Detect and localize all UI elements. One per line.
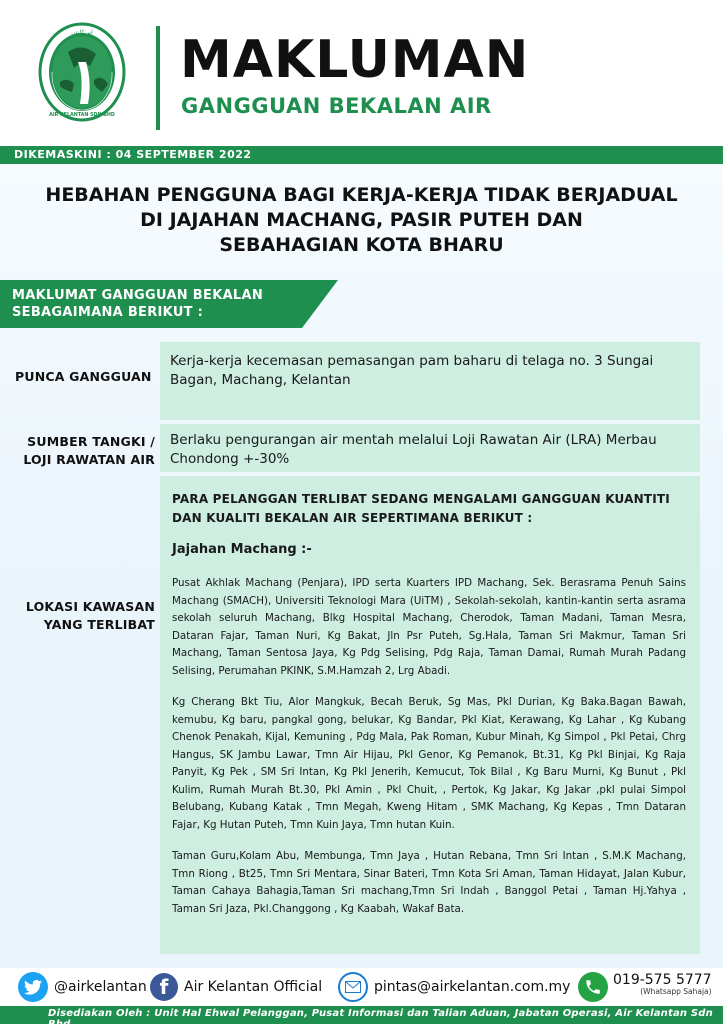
area-paragraph-3: Taman Guru,Kolam Abu, Membunga, Tmn Jaya , Hutan Rebana, Tmn Sri Intan , S.M.K Machang, Tmn Riong , Bt25, Tmn Sri Mentara, Sinar Bateri, Tmn Kota Sri Aman, Taman Hidayat, Jalan Kubur, Taman Cahaya Bahagia,Taman Sri machang,Tmn Sri Indah , Banggol Petai , Taman Hj.Yahya , Taman Sri Jaza, Pkl.Changgong , Kg Kaabah, Wakaf Bata. [172,850,686,915]
credit-text: Disediakan Oleh : Unit Hal Ehwal Pelanggan, Pusat Informasi dan Talian Aduan, Jabatan Operasi, Air Kelantan Sdn Bhd [48,1008,713,1030]
lokasi-box [160,476,700,954]
sumber-label-line: LOJI RAWATAN AIR [23,452,155,467]
header-divider [156,26,160,130]
facebook-page: Air Kelantan Official [184,979,323,995]
punca-text: Kerja-kerja kecemasan pemasangan pam baharu di telaga no. 3 Sungai Bagan, Machang, Kelantan [170,353,654,388]
headline-line: HEBAHAN PENGGUNA BAGI KERJA-KERJA TIDAK BERJADUAL [45,184,678,206]
header [0,0,723,145]
facebook-contact[interactable] [150,968,322,1006]
banner-line: MAKLUMAT GANGGUAN BEKALAN [12,288,264,303]
punca-box [160,342,700,420]
area-title: Jajahan Machang :- [172,542,312,557]
section-banner [0,280,340,328]
area-paragraph-1: Pusat Akhlak Machang (Penjara), IPD serta Kuarters IPD Machang, Sek. Berasrama Penuh Sains Machang (SMACH), Universiti Teknologi Mara (UiTM) , Sekolah-sekolah, kantin-kantin serta asrama sekolah seluruh Machang, Blkg Hospital Machang, Cherodok, Taman Madani, Taman Mesra, Dataran Fajar, Taman Nuri, Kg Bakat, Jln Psr Puteh, Sg.Hala, Taman Sri Makmur, Taman Sri Machang, Taman Sentosa Jaya, Kg Pdg Selising, Pdg Raja, Taman Damai, Rumah Murah Padang Selising, Perumahan PKINK, S.M.Hamzah 2, Lrg Abadi. [172,577,686,677]
sumber-label [22,433,155,469]
banner-line: SEBAGAIMANA BERIKUT : [12,305,204,320]
email-icon [338,972,368,1002]
lokasi-intro-line: PARA PELANGGAN TERLIBAT SEDANG MENGALAMI GANGGUAN KUANTITI [172,492,670,506]
facebook-icon: f [150,973,178,1001]
phone-number: 019-575 5777 [613,972,712,988]
area-paragraph-2: Kg Cherang Bkt Tiu, Alor Mangkuk, Becah Beruk, Sg Mas, Pkl Durian, Kg Baka.Bagan Bawah, kemubu, Kg baru, pangkal gong, belukar, Kg Bandar, Pkl Kiat, Kerawang, Kg Lahar , Kg Kubang Chenok Penakah, Kijal, Kemuning , Pdg Mala, Pak Roman, Kubur Minah, Kg Simpol , Pkl Petai, Chrg Hangus, SK Jambu Lawar, Tmn Air Hijau, Pkl Genor, Kg Pemanok, Bt.31, Kg Pkl Binjai, Kg Raja Panyit, Kg Pek , SM Sri Intan, Kg Pkl Jenerih, Kemucut, Tok Bilal , Kg Baru Murni, Kg Bunut , Pkl Kulim, Rumah Murah Bt.30, Pkl Amin , Pkl Chuit, , Pertok, Kg Jakar, Kg Jakar ,pkl pulai Simpol Belubang, Kubang Katak , Tmn Megah, Kweng Hitam , SMK Machang, Kg Kepas , Tmn Dataran Fajar, Kg Hutan Puteh, Tmn Kuin Jaya, Tmn hutan Kuin. [172,696,686,831]
sumber-box [160,424,700,472]
credit-bar [0,1006,723,1030]
lokasi-label-line: YANG TERLIBAT [43,617,155,632]
whatsapp-icon [578,972,608,1002]
footer-contacts [0,968,723,1006]
svg-text:اير كلنتن: اير كلنتن [71,29,93,36]
whatsapp-contact[interactable] [578,968,712,1006]
headline-line: DI JAJAHAN MACHANG, PASIR PUTEH DAN [140,209,583,231]
twitter-handle: @airkelantan [54,979,147,995]
twitter-contact[interactable] [18,968,147,1006]
update-date: DIKEMASKINI : 04 SEPTEMBER 2022 [14,148,252,161]
lokasi-intro [172,490,686,528]
twitter-icon [18,972,48,1002]
email-address: pintas@airkelantan.com.my [374,979,571,995]
lokasi-label [22,598,155,634]
headline-line: SEBAHAGIAN KOTA BHARU [219,234,504,256]
sumber-label-line: SUMBER TANGKI / [27,434,155,449]
lokasi-label-line: LOKASI KAWASAN [25,599,155,614]
page-title: MAKLUMAN [180,30,530,90]
email-contact[interactable] [338,968,570,1006]
headline [20,183,703,258]
page-subtitle: GANGGUAN BEKALAN AIR [181,94,492,118]
phone-note: (Whatsapp Sahaja) [640,987,712,996]
update-date-bar [0,146,723,164]
punca-label: PUNCA GANGGUAN [15,369,152,384]
svg-text:AIR KELANTAN SDN BHD: AIR KELANTAN SDN BHD [49,113,115,118]
sumber-text: Berlaku pengurangan air mentah melalui Loji Rawatan Air (LRA) Merbau Chondong +-30% [170,432,657,467]
lokasi-intro-line: DAN KUALITI BEKALAN AIR SEPERTIMANA BERIKUT : [172,511,533,525]
air-kelantan-logo [38,22,126,122]
